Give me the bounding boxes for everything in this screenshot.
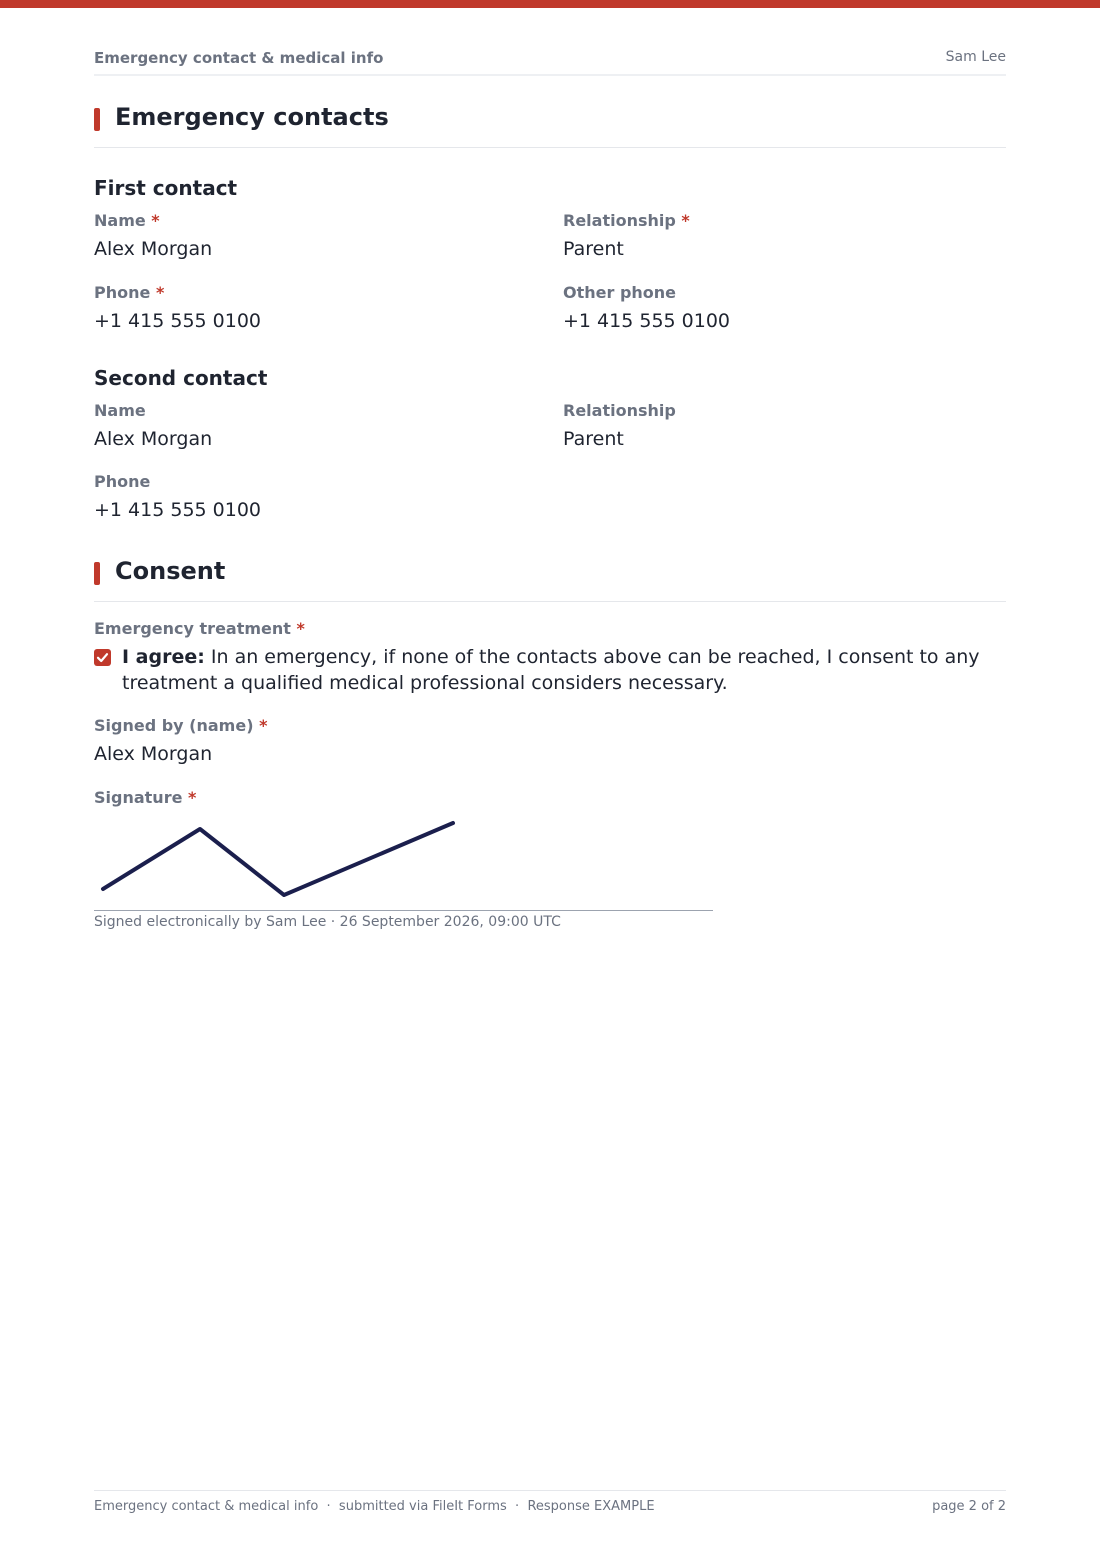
field-label: Other phone xyxy=(563,283,677,302)
section-heading-emergency-contacts xyxy=(94,103,1006,148)
field-value: +1 415 555 0100 xyxy=(94,310,262,332)
document-title: Emergency contact & medical info xyxy=(94,49,384,67)
first-contact-other-phone-field xyxy=(563,282,730,334)
required-marker: * xyxy=(151,211,160,230)
emergency-treatment-label xyxy=(94,618,305,640)
field-label: Signature * xyxy=(94,788,197,807)
field-label: Name xyxy=(94,401,146,420)
field-label: Name * xyxy=(94,211,160,230)
required-marker: * xyxy=(155,283,165,302)
page-footer xyxy=(94,1490,1006,1520)
signature-box xyxy=(94,810,713,911)
field-value: +1 415 555 0100 xyxy=(94,499,262,521)
second-contact-phone-field xyxy=(94,471,261,523)
section-accent-bar xyxy=(94,562,100,585)
first-contact-heading: First contact xyxy=(94,176,238,200)
checkbox-checked-icon[interactable] xyxy=(94,649,111,666)
field-label: Relationship * xyxy=(563,211,690,230)
field-value: Parent xyxy=(563,238,624,260)
required-marker: * xyxy=(259,716,268,735)
field-value: Alex Morgan xyxy=(94,238,213,260)
required-marker: * xyxy=(188,788,197,807)
field-label: Phone * xyxy=(94,283,165,302)
page-number: page 2 of 2 xyxy=(932,1499,1006,1514)
first-contact-name-field xyxy=(94,210,212,262)
respondent-name: Sam Lee xyxy=(945,49,1006,65)
required-marker: * xyxy=(681,211,690,230)
field-label: Relationship xyxy=(563,401,676,420)
field-value: Alex Morgan xyxy=(94,428,213,450)
second-contact-relationship-field xyxy=(563,400,676,452)
first-contact-phone-field xyxy=(94,282,261,334)
first-contact-relationship-field xyxy=(563,210,690,262)
second-contact-heading: Second contact xyxy=(94,366,268,390)
signature-caption: Signed electronically by Sam Lee · 26 September 2026, 09:00 UTC xyxy=(94,914,561,930)
form-response-page xyxy=(94,0,1006,1556)
signature-drawing xyxy=(94,810,713,911)
field-value: +1 415 555 0100 xyxy=(563,310,731,332)
second-contact-name-field xyxy=(94,400,212,452)
section-heading-consent xyxy=(94,557,1006,602)
signature-label-field xyxy=(94,787,196,809)
checkmark-icon xyxy=(94,649,111,666)
agree-text: In an emergency, if none of the contacts above can be reached, I consent to any treatment a qualified medical professional considers necessary. xyxy=(122,646,980,694)
required-marker: * xyxy=(296,619,305,638)
footer-info: Emergency contact & medical info · submitted via FileIt Forms · Response EXAMPLE xyxy=(94,1499,655,1514)
running-header xyxy=(94,48,1006,76)
consent-statement xyxy=(122,644,1006,696)
field-label: Phone xyxy=(94,472,151,491)
section-title: Consent xyxy=(115,557,226,585)
field-value: Parent xyxy=(563,428,624,450)
section-accent-bar xyxy=(94,108,100,131)
field-value: Alex Morgan xyxy=(94,743,213,765)
section-title: Emergency contacts xyxy=(115,103,389,131)
signed-by-field xyxy=(94,715,267,767)
field-label: Emergency treatment * xyxy=(94,619,305,638)
field-label: Signed by (name) * xyxy=(94,716,268,735)
agree-label: I agree: xyxy=(122,646,205,668)
